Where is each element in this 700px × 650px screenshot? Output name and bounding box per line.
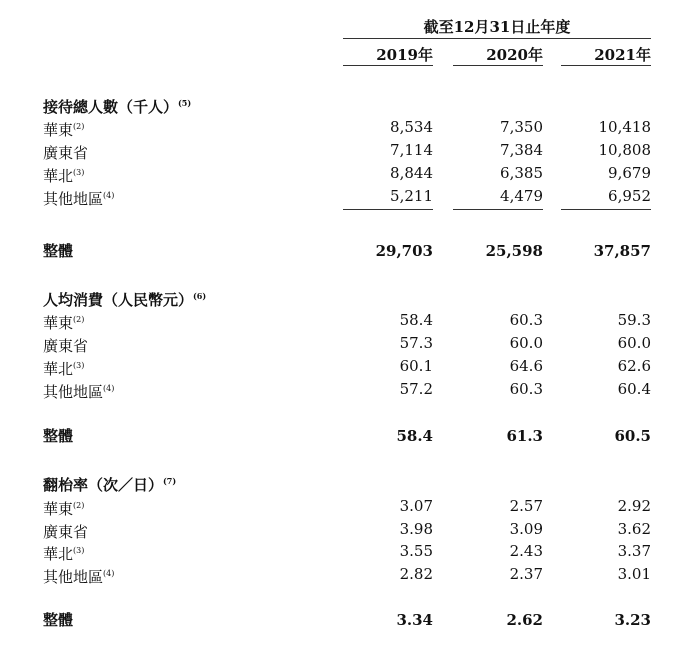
table-cell: 10,808 xyxy=(598,141,651,159)
total-cell: 58.4 xyxy=(396,427,433,445)
footnote-ref: (3) xyxy=(73,361,85,370)
label-text: 人均消費（人民幣元） xyxy=(43,291,194,309)
table-cell: 2.37 xyxy=(509,565,543,583)
section-title xyxy=(43,287,206,309)
label-text: 其他地區 xyxy=(43,190,104,208)
label-text: 華東 xyxy=(43,121,74,139)
table-cell: 60.0 xyxy=(617,334,651,352)
section-title xyxy=(43,472,176,494)
table-cell: 6,385 xyxy=(500,164,543,182)
table-cell: 2.82 xyxy=(399,565,433,583)
table-cell: 3.37 xyxy=(617,542,651,560)
footnote-ref: (3) xyxy=(73,168,85,177)
year-header-2020: 2020年 xyxy=(486,46,543,64)
label-text: 接待總人數（千人） xyxy=(43,98,179,116)
table-cell: 3.07 xyxy=(399,497,433,515)
footnote-ref: (6) xyxy=(193,291,207,301)
table-cell: 3.62 xyxy=(617,520,651,538)
label-text: 華北 xyxy=(43,545,74,563)
row-label xyxy=(43,357,84,378)
footnote-ref: (4) xyxy=(103,569,115,578)
table-cell: 60.3 xyxy=(509,380,543,398)
table-cell: 2.43 xyxy=(509,542,543,560)
label-text: 其他地區 xyxy=(43,568,104,586)
table-cell: 62.6 xyxy=(617,357,651,375)
table-cell: 10,418 xyxy=(598,118,651,136)
row-label xyxy=(43,542,84,563)
total-label: 整體 xyxy=(43,427,74,445)
footnote-ref: (2) xyxy=(73,501,85,510)
period-header: 截至12月31日止年度 xyxy=(423,18,571,36)
table-cell: 4,479 xyxy=(500,187,543,205)
table-cell: 5,211 xyxy=(390,187,433,205)
total-label: 整體 xyxy=(43,242,74,260)
footnote-ref: (4) xyxy=(103,384,115,393)
row-label xyxy=(43,311,84,332)
footnote-ref: (3) xyxy=(73,546,85,555)
total-cell: 29,703 xyxy=(375,242,433,260)
table-cell: 64.6 xyxy=(509,357,543,375)
footnote-ref: (2) xyxy=(73,122,85,131)
row-label xyxy=(43,565,114,586)
label-text: 華北 xyxy=(43,360,74,378)
table-cell: 8,534 xyxy=(390,118,433,136)
total-cell: 3.23 xyxy=(614,611,651,629)
row-label xyxy=(43,497,84,518)
label-text: 廣東省 xyxy=(43,523,89,541)
subtotal-rule xyxy=(343,209,433,210)
table-cell: 57.2 xyxy=(399,380,433,398)
header-rule xyxy=(343,38,651,39)
footnote-ref: (5) xyxy=(178,98,192,108)
total-cell: 2.62 xyxy=(506,611,543,629)
table-cell: 59.3 xyxy=(617,311,651,329)
footnote-ref: (2) xyxy=(73,315,85,324)
table-cell: 7,384 xyxy=(500,141,543,159)
footnote-ref: (4) xyxy=(103,191,115,200)
total-cell: 25,598 xyxy=(485,242,543,260)
table-cell: 57.3 xyxy=(399,334,433,352)
row-label xyxy=(43,380,114,401)
subtotal-rule xyxy=(561,209,651,210)
total-cell: 3.34 xyxy=(396,611,433,629)
row-label xyxy=(43,520,88,541)
table-cell: 6,952 xyxy=(608,187,651,205)
row-label xyxy=(43,118,84,139)
label-text: 華北 xyxy=(43,167,74,185)
row-label xyxy=(43,334,88,355)
table-cell: 3.09 xyxy=(509,520,543,538)
table-cell: 2.57 xyxy=(509,497,543,515)
table-cell: 60.4 xyxy=(617,380,651,398)
year-rule xyxy=(561,65,651,66)
table-cell: 60.0 xyxy=(509,334,543,352)
table-cell: 3.55 xyxy=(399,542,433,560)
row-label xyxy=(43,141,88,162)
table-cell: 8,844 xyxy=(390,164,433,182)
year-header-2021: 2021年 xyxy=(594,46,651,64)
total-cell: 60.5 xyxy=(614,427,651,445)
total-cell: 61.3 xyxy=(506,427,543,445)
year-rule xyxy=(453,65,543,66)
table-cell: 7,114 xyxy=(390,141,433,159)
label-text: 華東 xyxy=(43,314,74,332)
table-cell: 60.3 xyxy=(509,311,543,329)
table-cell: 2.92 xyxy=(617,497,651,515)
table-cell: 3.98 xyxy=(399,520,433,538)
total-label: 整體 xyxy=(43,611,74,629)
label-text: 其他地區 xyxy=(43,383,104,401)
table-cell: 3.01 xyxy=(617,565,651,583)
label-text: 廣東省 xyxy=(43,144,89,162)
year-header-2019: 2019年 xyxy=(376,46,433,64)
table-cell: 58.4 xyxy=(399,311,433,329)
section-title xyxy=(43,94,191,116)
row-label xyxy=(43,164,84,185)
label-text: 廣東省 xyxy=(43,337,89,355)
footnote-ref: (7) xyxy=(163,476,177,486)
subtotal-rule xyxy=(453,209,543,210)
table-cell: 9,679 xyxy=(608,164,651,182)
label-text: 翻枱率（次／日） xyxy=(43,476,164,494)
year-rule xyxy=(343,65,433,66)
table-cell: 7,350 xyxy=(500,118,543,136)
table-cell: 60.1 xyxy=(399,357,433,375)
label-text: 華東 xyxy=(43,500,74,518)
total-cell: 37,857 xyxy=(593,242,651,260)
row-label xyxy=(43,187,114,208)
